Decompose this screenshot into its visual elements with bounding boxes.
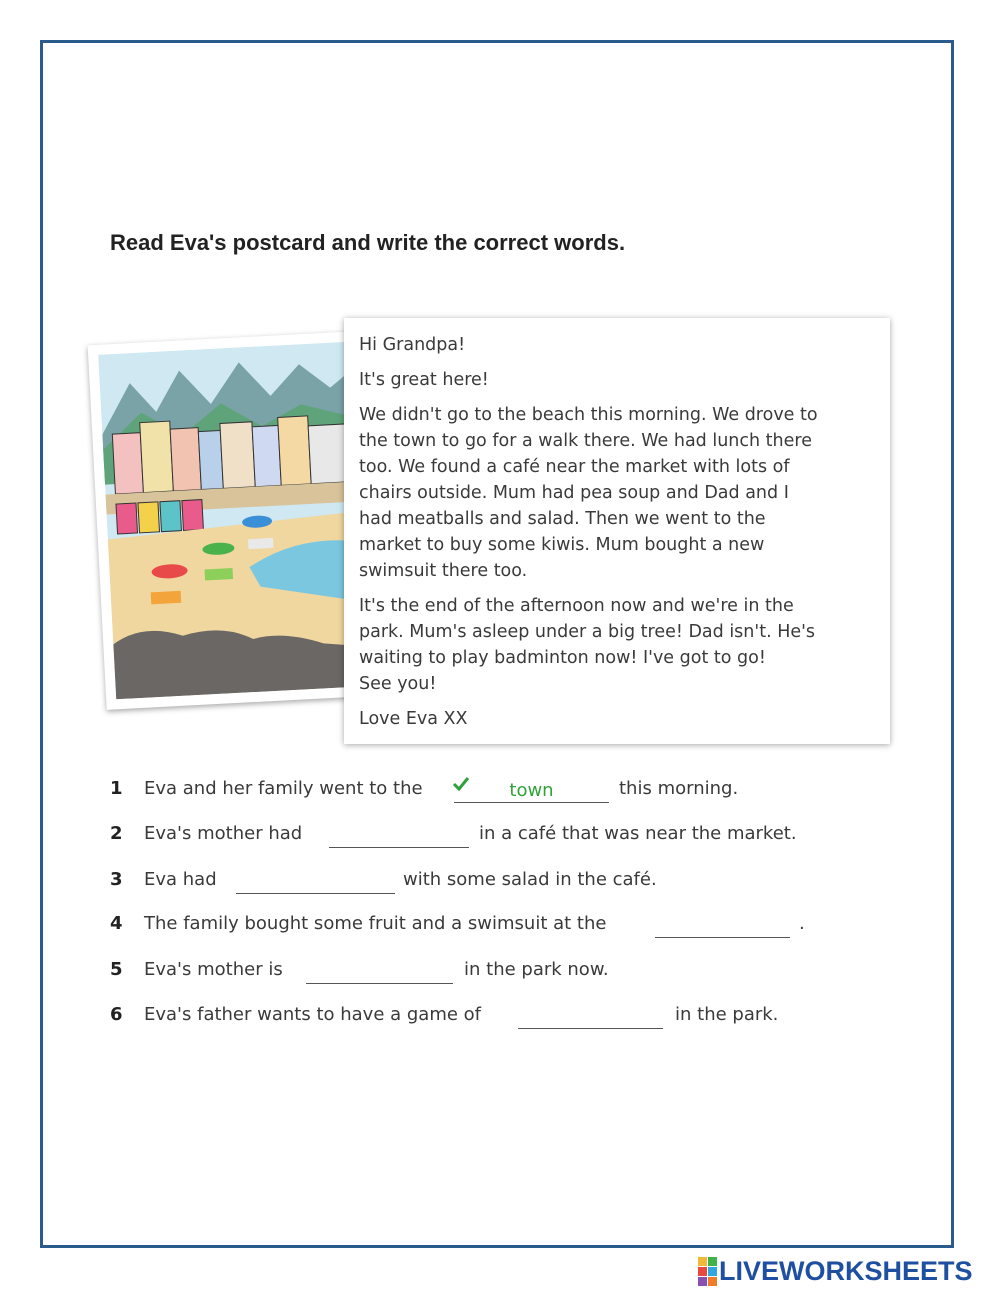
- answer-input-6[interactable]: [518, 1002, 663, 1029]
- instruction-heading: Read Eva's postcard and write the correct words.: [110, 230, 626, 255]
- answer-value-1: town: [509, 780, 554, 801]
- beach-postcard-picture: [88, 331, 377, 710]
- text-line: market to buy some kiwis. Mum bought a new: [359, 535, 765, 555]
- text-line: It's the end of the afternoon now and we're in the: [359, 596, 794, 616]
- text-line: See you!: [359, 674, 437, 694]
- beach-town-illustration: [98, 342, 366, 700]
- question-text-after: in the park.: [675, 1004, 779, 1025]
- text-line: swimsuit there too.: [359, 561, 528, 581]
- text-line: waiting to play badminton now! I've got to go!: [359, 648, 766, 668]
- liveworksheets-logo-icon: [698, 1257, 717, 1286]
- question-text-after: this morning.: [619, 778, 739, 799]
- question-text-before: Eva and her family went to the: [144, 778, 423, 799]
- text-line: park. Mum's asleep under a big tree! Dad isn't. He's: [359, 622, 816, 642]
- question-text-after: .: [799, 913, 805, 934]
- text-line: We didn't go to the beach this morning. We drove to: [359, 405, 818, 425]
- postcard-signoff: Love Eva XX: [359, 709, 468, 729]
- question-text-before: The family bought some fruit and a swimsuit at the: [144, 913, 607, 934]
- text-line: had meatballs and salad. Then we went to the: [359, 509, 766, 529]
- question-text-before: Eva's mother is: [144, 959, 283, 980]
- liveworksheets-logo: [698, 1255, 973, 1286]
- postcard-paragraph-1: [359, 402, 876, 584]
- answer-input-2[interactable]: [329, 821, 469, 848]
- text-line: the town to go for a walk there. We had lunch there: [359, 431, 812, 451]
- question-number: 2: [110, 823, 123, 844]
- text-line: chairs outside. Mum had pea soup and Dad and I: [359, 483, 789, 503]
- question-text-before: Eva's father wants to have a game of: [144, 1004, 482, 1025]
- answer-input-4[interactable]: [655, 911, 790, 938]
- question-number: 4: [110, 913, 123, 934]
- question-number: 6: [110, 1004, 123, 1025]
- question-text-after: with some salad in the café.: [403, 869, 657, 890]
- question-number: 1: [110, 778, 123, 799]
- question-4: [110, 913, 910, 943]
- question-3: [110, 869, 910, 899]
- question-text-before: Eva had: [144, 869, 217, 890]
- postcard-greeting: Hi Grandpa!: [359, 335, 466, 355]
- question-5: [110, 959, 910, 989]
- answer-input-3[interactable]: [236, 867, 395, 894]
- text-line: too. We found a café near the market with lots of: [359, 457, 790, 477]
- question-number: 3: [110, 869, 123, 890]
- question-text-after: in the park now.: [464, 959, 609, 980]
- answer-input-5[interactable]: [306, 957, 453, 984]
- postcard-paragraph-2: [359, 593, 876, 697]
- postcard-line: It's great here!: [359, 370, 489, 390]
- postcard-message: [344, 318, 890, 744]
- question-2: [110, 823, 910, 853]
- question-1: [110, 778, 910, 808]
- question-text-after: in a café that was near the market.: [479, 823, 797, 844]
- question-6: [110, 1004, 910, 1034]
- question-text-before: Eva's mother had: [144, 823, 303, 844]
- logo-text: LIVEWORKSHEETS: [719, 1255, 973, 1286]
- question-number: 5: [110, 959, 123, 980]
